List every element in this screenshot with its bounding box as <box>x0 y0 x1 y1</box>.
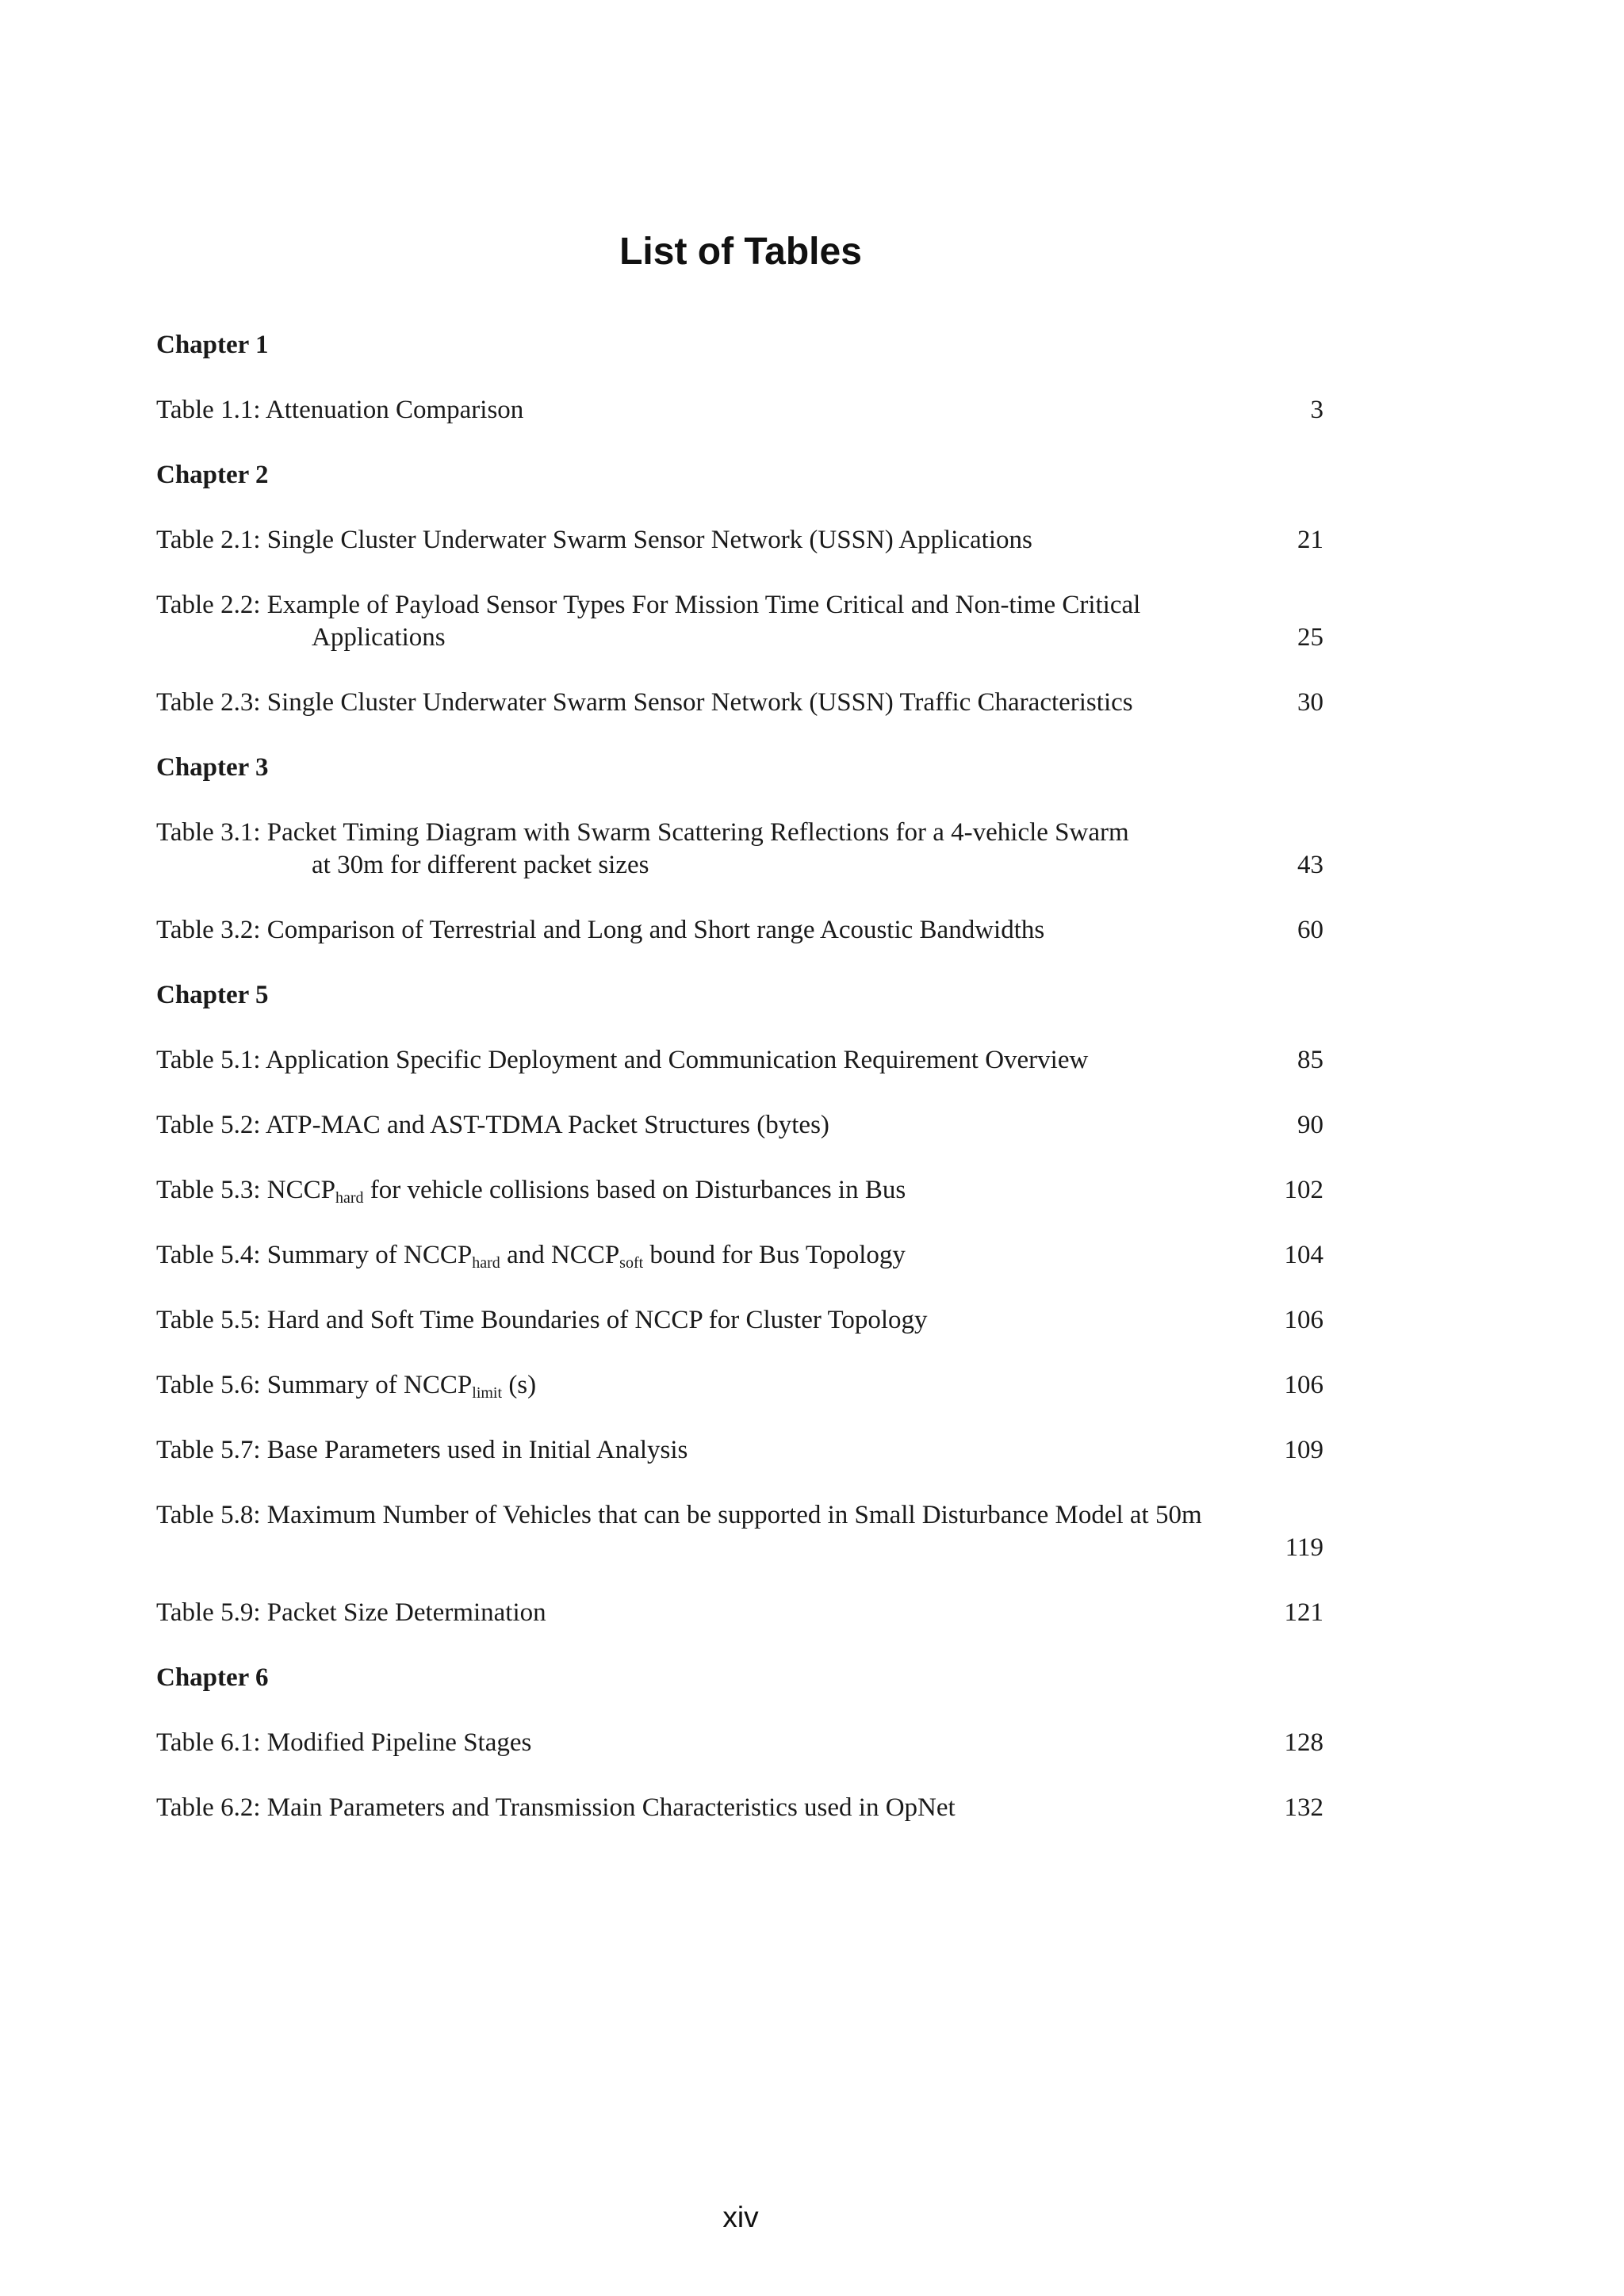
entry-label: Table 6.1: Modified Pipeline Stages <box>156 1728 532 1757</box>
entry-label: Table 5.5: Hard and Soft Time Boundaries of NCCP for Cluster Topology <box>156 1306 928 1334</box>
entry-label: Table 5.7: Base Parameters used in Initial Analysis <box>156 1436 688 1464</box>
page-number: 102 <box>1284 1176 1323 1204</box>
chapter-heading: Chapter 6 <box>156 1663 269 1692</box>
page-number: 132 <box>1284 1793 1323 1822</box>
page-number: 119 <box>1285 1533 1323 1562</box>
toc-entry-table-2-2[interactable] <box>156 589 1323 654</box>
subscript: limit <box>472 1384 503 1402</box>
toc-entry-table-5-7[interactable] <box>156 1434 1323 1467</box>
page-number: 106 <box>1284 1306 1323 1334</box>
toc-entry-table-1-1[interactable] <box>156 394 1323 427</box>
chapter-heading: Chapter 3 <box>156 753 269 782</box>
entry-label-rest: (s) <box>502 1371 537 1399</box>
toc-entry-table-2-1[interactable] <box>156 524 1323 557</box>
entry-label <box>156 1176 906 1207</box>
entry-label-prefix: Table 5.6: Summary of NCCP <box>156 1371 473 1399</box>
entry-label-continued: at 30m for different packet sizes <box>312 851 649 879</box>
page-number: 104 <box>1284 1241 1323 1269</box>
list-of-tables <box>156 329 1323 1857</box>
toc-entry-table-5-4[interactable] <box>156 1239 1323 1272</box>
page-number: 25 <box>1297 623 1323 652</box>
toc-entry-table-5-5[interactable] <box>156 1304 1323 1337</box>
page-number: 30 <box>1297 688 1323 717</box>
chapter-heading: Chapter 5 <box>156 981 269 1009</box>
page-number: 90 <box>1297 1111 1323 1139</box>
subscript: soft <box>619 1254 644 1272</box>
entry-label: Table 1.1: Attenuation Comparison <box>156 396 524 424</box>
page-number: 43 <box>1297 851 1323 879</box>
chapter-heading: Chapter 1 <box>156 331 269 359</box>
toc-entry-table-5-8[interactable] <box>156 1499 1323 1564</box>
entry-label: Table 3.2: Comparison of Terrestrial and Long and Short range Acoustic Bandwidths <box>156 916 1045 944</box>
entry-label: Table 2.2: Example of Payload Sensor Types For Mission Time Critical and Non-time Critical <box>156 591 1141 619</box>
entry-label: Table 6.2: Main Parameters and Transmission Characteristics used in OpNet <box>156 1793 956 1822</box>
subscript: hard <box>472 1254 500 1272</box>
entry-label-rest: bound for Bus Topology <box>643 1241 906 1269</box>
page-number: 3 <box>1310 396 1323 424</box>
toc-entry-table-5-1[interactable] <box>156 1044 1323 1077</box>
entry-label-prefix: Table 5.4: Summary of NCCP <box>156 1241 473 1269</box>
entry-label-prefix: Table 5.3: NCCP <box>156 1176 335 1204</box>
entry-label <box>156 1371 537 1402</box>
entry-label: Table 5.8: Maximum Number of Vehicles that can be supported in Small Disturbance Model at 50m <box>156 1501 1202 1529</box>
entry-label: Table 5.2: ATP-MAC and AST-TDMA Packet Structures (bytes) <box>156 1111 829 1139</box>
page-footer-number: xiv <box>722 2201 759 2233</box>
toc-entry-table-3-2[interactable] <box>156 914 1323 947</box>
page-number: 21 <box>1297 526 1323 554</box>
page-number: 60 <box>1297 916 1323 944</box>
entry-label-continued: Applications <box>312 623 446 652</box>
toc-entry-table-5-2[interactable] <box>156 1109 1323 1142</box>
chapter-heading: Chapter 2 <box>156 461 269 489</box>
toc-entry-table-5-3[interactable] <box>156 1174 1323 1207</box>
entry-label <box>156 1241 906 1272</box>
page-number: 128 <box>1284 1728 1323 1757</box>
toc-entry-table-3-1[interactable] <box>156 817 1323 882</box>
entry-label-middle: and NCCP <box>500 1241 620 1269</box>
entry-label: Table 5.1: Application Specific Deployment and Communication Requirement Overview <box>156 1046 1089 1074</box>
entry-label: Table 3.1: Packet Timing Diagram with Swarm Scattering Reflections for a 4-vehicle Swarm <box>156 818 1129 847</box>
page-number: 121 <box>1284 1598 1323 1627</box>
page-number: 85 <box>1297 1046 1323 1074</box>
page-number: 109 <box>1284 1436 1323 1464</box>
entry-label: Table 5.9: Packet Size Determination <box>156 1598 546 1627</box>
toc-entry-table-5-6[interactable] <box>156 1369 1323 1402</box>
toc-entry-table-6-2[interactable] <box>156 1792 1323 1824</box>
subscript: hard <box>335 1189 364 1207</box>
page-title: List of Tables <box>619 231 862 273</box>
entry-label: Table 2.3: Single Cluster Underwater Swarm Sensor Network (USSN) Traffic Characteristics <box>156 688 1133 717</box>
toc-entry-table-2-3[interactable] <box>156 687 1323 719</box>
entry-label-rest: for vehicle collisions based on Disturbances in Bus <box>363 1176 906 1204</box>
page-number: 106 <box>1284 1371 1323 1399</box>
toc-entry-table-6-1[interactable] <box>156 1727 1323 1759</box>
toc-entry-table-5-9[interactable] <box>156 1597 1323 1629</box>
entry-label: Table 2.1: Single Cluster Underwater Swarm Sensor Network (USSN) Applications <box>156 526 1032 554</box>
